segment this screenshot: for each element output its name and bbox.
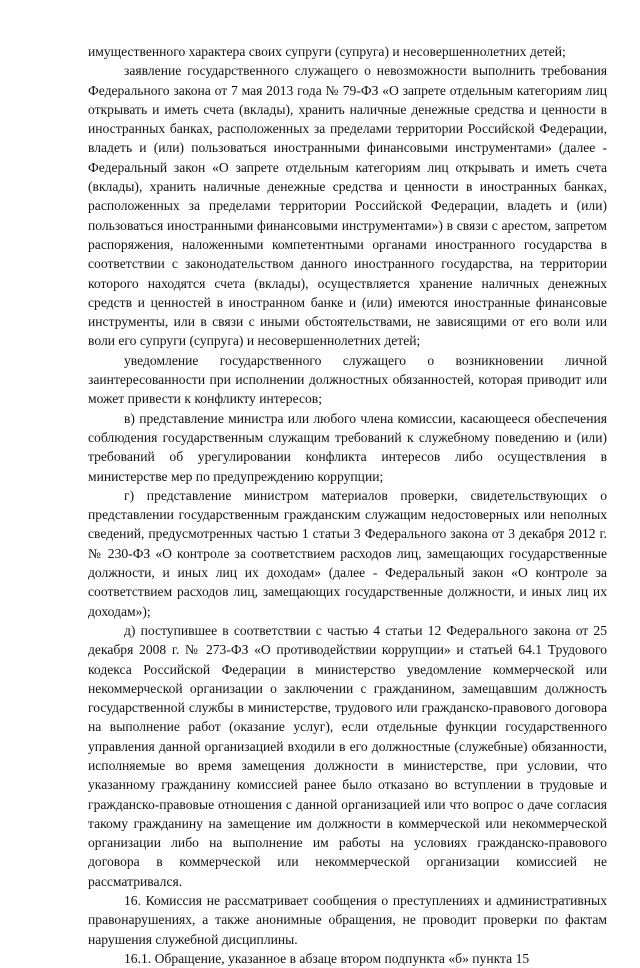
paragraph-section-16: 16. Комиссия не рассматривает сообщения о преступлениях и административных правонарушениях, а также анонимные обращения, не проводит проверки по фактам нарушения служебной дисциплины.	[88, 893, 607, 947]
paragraph-statement-impossibility: заявление государственного служащего о невозможности выполнить требования Федерального закона от 7 мая 2013 года № 79-ФЗ «О запрете отдельным категориям лиц открывать и иметь счета (вклады), хранить наличные денежные средства и ценности в иностранных банках, расположенных за пределами территории Российской Федерации, владеть и (или) пользоваться иностранными финансовыми инструментами» (далее - Федеральный закон «О запрете отдельным категориям лиц открывать и иметь счета (вклады), хранить наличные денежные средства и ценности в иностранных банках, расположенных за пределами территории Российской Федерации, владеть и (или) пользоваться иностранными финансовыми инструментами») в связи с арестом, запретом распоряжения, наложенными компетентными органами иностранного государства в соответствии с законодательством данного иностранного государства, на территории которого находятся счета (вклады), осуществляется хранение наличных денежных средств и ценностей в иностранном банке и (или) имеются иностранные финансовые инструменты, или в связи с иными обстоятельствами, не зависящими от его воли или воли его супруги (супруга) и несовершеннолетних детей;	[88, 63, 607, 349]
paragraph-item-v: в) представление министра или любого члена комиссии, касающееся обеспечения соблюдения государственным служащим требований к служебному поведению и (или) требований об урегулировании конфликта интересов либо осуществления в министерстве мер по предупреждению коррупции;	[88, 410, 607, 484]
paragraph-section-16-1: 16.1. Обращение, указанное в абзаце втором подпункта «б» пункта 15	[124, 950, 530, 966]
paragraph-item-g: г) представление министром материалов проверки, свидетельствующих о представлении государственным гражданским служащим недостоверных или неполных сведений, предусмотренных частью 1 статьи 3 Федерального закона от 3 декабря 2012 г. № 230-ФЗ «О контроле за соответствием расходов лиц, замещающих государственные должности, и иных лиц их доходам» (далее - Федеральный закон «О контроле за соответствием расходов лиц, замещающих государственные должности, и иных лиц их доходам»);	[88, 487, 607, 619]
paragraph-continuation: имущественного характера своих супруги (супруга) и несовершеннолетних детей;	[88, 44, 566, 59]
paragraph-item-d: д) поступившее в соответствии с частью 4 статьи 12 Федерального закона от 25 декабря 2008 г. № 273-ФЗ «О противодействии коррупции» и статьей 64.1 Трудового кодекса Российской Федерации в министерство уведомление коммерческой или некоммерческой организации о заключении с гражданином, замещавшим должность государственной службы в министерстве, трудового или гражданско-правового договора на выполнение работ (оказание услуг), если отдельные функции государственного управления данной организацией входили в его должностные (служебные) обязанности, исполняемые во время замещения должности в министерстве, при условии, что указанному гражданину комиссией ранее было отказано во вступлении в трудовые и гражданско-правовые отношения с данной организацией или что вопрос о даче согласия такому гражданину на замещение им должности в коммерческой или некоммерческой организации либо на выполнение им работы на условиях гражданско-правового договора в коммерческой или некоммерческой организации комиссией не рассматривался.	[88, 622, 607, 889]
paragraph-notification-interest: уведомление государственного служащего о возникновении личной заинтересованности при исполнении должностных обязанностей, которая приводит или может привести к конфликту интересов;	[88, 352, 607, 407]
document-page	[88, 42, 607, 968]
